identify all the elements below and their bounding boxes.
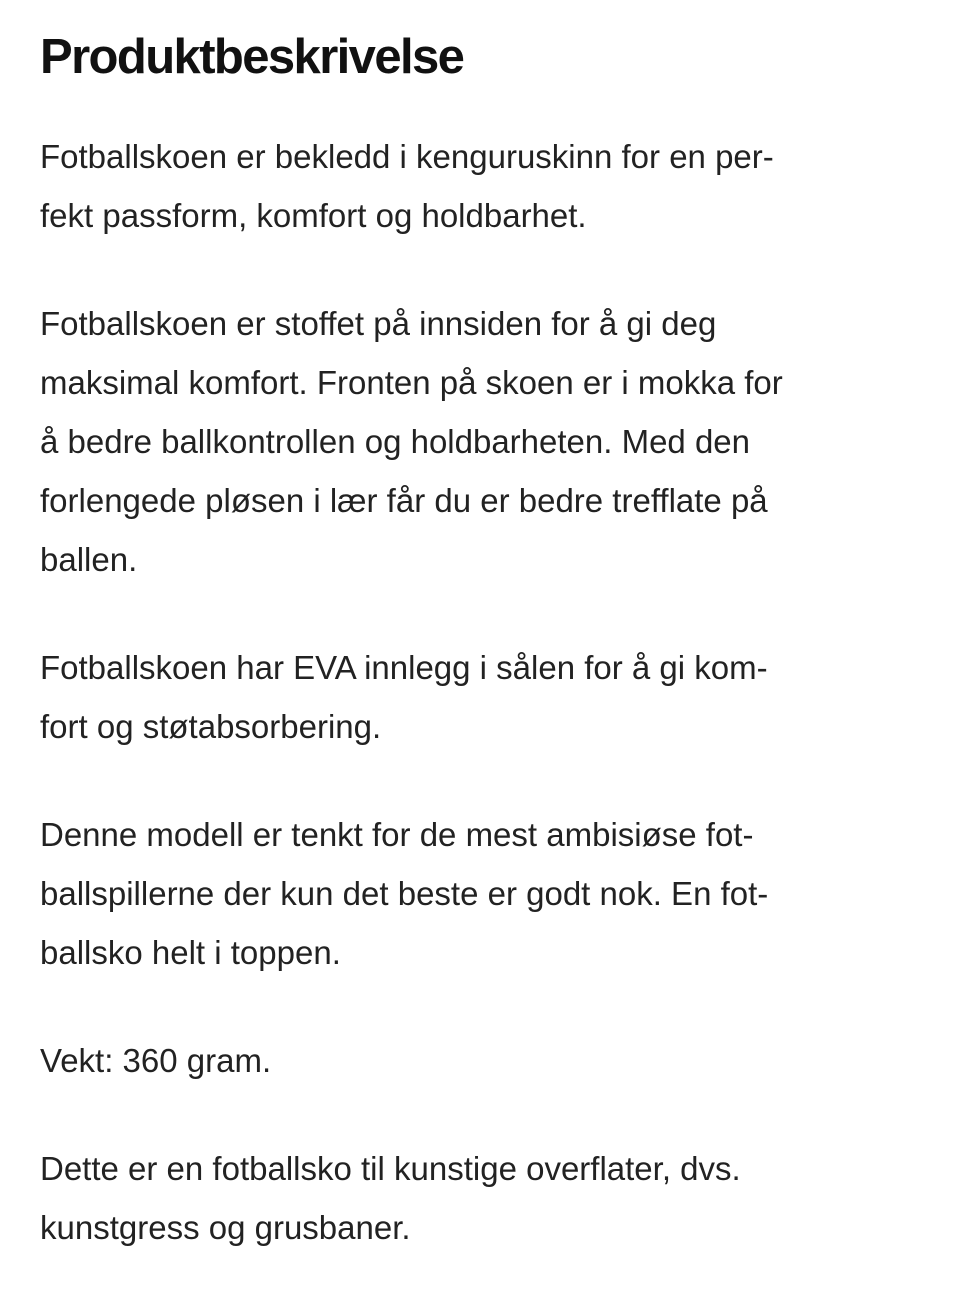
text-line: fekt passform, komfort og holdbarhet. xyxy=(40,196,587,234)
text-line: ballsko helt i toppen. xyxy=(40,933,341,971)
text-line: maksimal komfort. Fronten på skoen er i mokka for xyxy=(40,363,783,401)
text-line: Fotballskoen er stoffet på innsiden for å gi deg xyxy=(40,304,717,342)
text-line: Dette er en fotballsko til kunstige overflater, dvs. xyxy=(40,1149,741,1187)
text-line: ballen. xyxy=(40,540,138,578)
text-line: Vekt: 360 gram. xyxy=(40,1041,272,1079)
text-line: Denne modell er tenkt for de mest ambisiøse fot- xyxy=(40,815,754,853)
description-paragraph-surface xyxy=(40,1139,920,1257)
description-paragraph-material xyxy=(40,127,920,245)
text-line: kunstgress og grusbaner. xyxy=(40,1208,411,1246)
description-paragraph-target-players xyxy=(40,805,920,982)
text-line: forlengede pløsen i lær får du er bedre trefflate på xyxy=(40,481,768,519)
description-paragraph-weight xyxy=(40,1031,920,1090)
text-line: Fotballskoen er bekledd i kenguruskinn for en per- xyxy=(40,137,774,175)
section-title: Produktbeskrivelse xyxy=(40,30,464,84)
text-line: fort og støtabsorbering. xyxy=(40,707,382,745)
text-line: Fotballskoen har EVA innlegg i sålen for å gi kom- xyxy=(40,648,768,686)
description-paragraph-comfort xyxy=(40,294,920,589)
description-paragraph-insole xyxy=(40,638,920,756)
text-line: å bedre ballkontrollen og holdbarheten. Med den xyxy=(40,422,751,460)
text-line: ballspillerne der kun det beste er godt nok. En fot- xyxy=(40,874,769,912)
